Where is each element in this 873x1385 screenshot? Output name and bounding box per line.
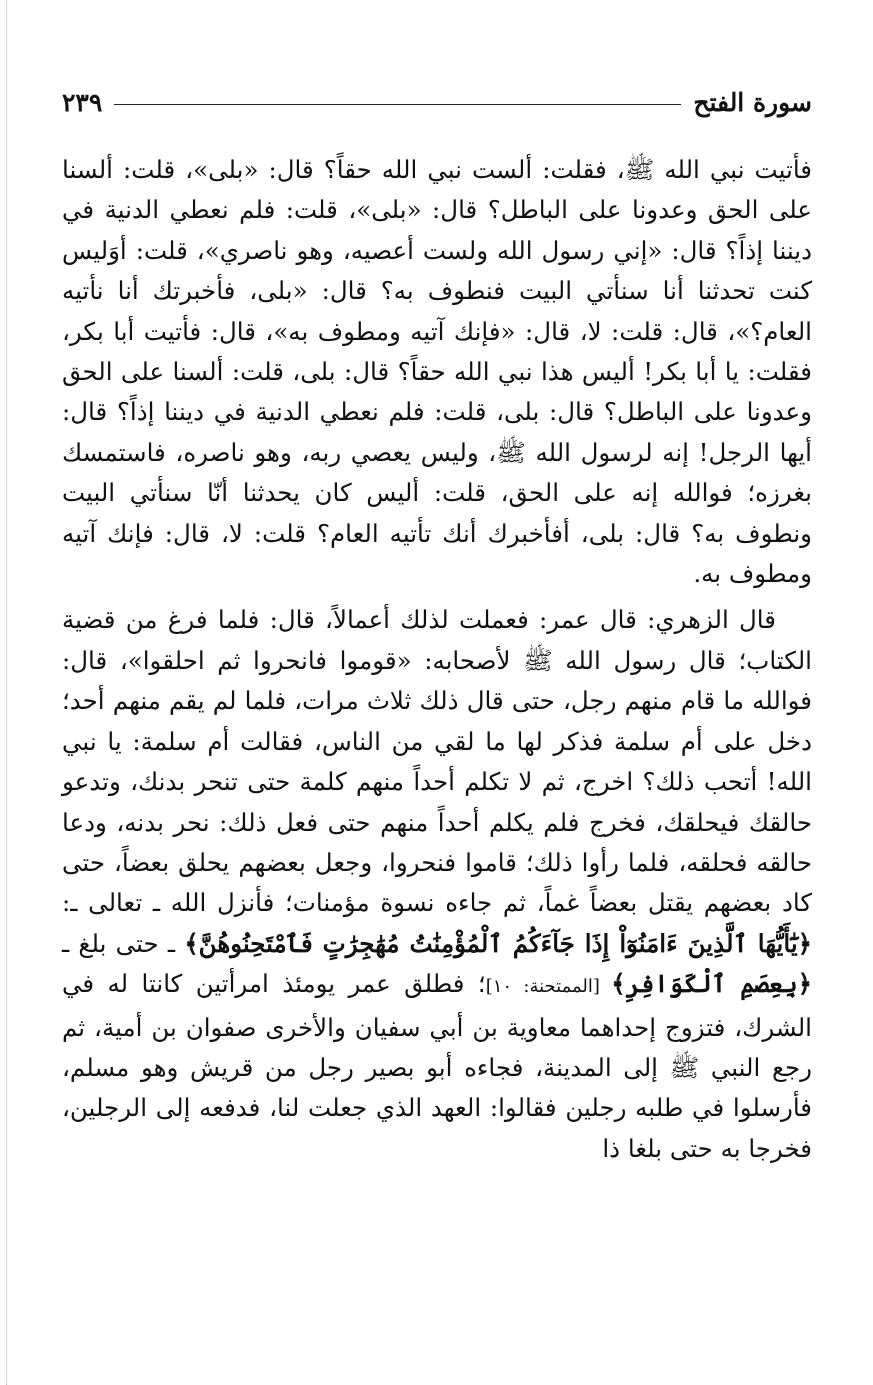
paragraph-2-text-b: ـ حتى بلغ ـ bbox=[62, 928, 185, 958]
paragraph-2-text-c: ؛ فطلق عمر يومئذ امرأتين كانتا له في الشرك، فتزوج إحداهما معاوية بن أبي سفيان والأخرى صفوان بن أمية، ثم رجع النبي ﷺ إلى المدينة، فجاءه أبو بصير رجل من قريش وهو مسلم، فأرسلوا في طلبه رجلين فقالوا: العهد الذي جعلت لنا، فدفعه إلى الرجلين، فخرجا به حتى بلغا ذا bbox=[62, 969, 812, 1163]
paragraph-1: فأتيت نبي الله ﷺ، فقلت: ألست نبي الله حقاً؟ قال: «بلى»، قلت: ألسنا على الحق وعدونا على الباطل؟ قال: «بلى»، قلت: فلم نعطي الدنية في ديننا إذاً؟ قال: «إني رسول الله ولست أعصيه، وهو ناصري»، قلت: أوَليس كنت تحدثنا أنا سنأتي البيت فنطوف به؟ قال: «بلى، فأخبرتك أنا نأتيه العام؟»، قال: قلت: لا، قال: «فإنك آتيه ومطوف به»، قال: فأتيت أبا بكر، فقلت: يا أبا بكر! أليس هذا نبي الله حقاً؟ قال: بلى، قلت: ألسنا على الحق وعدونا على الباطل؟ قال: بلى، قلت: فلم نعطي الدنية في ديننا إذاً؟ قال: أيها الرجل! إنه لرسول الله ﷺ، وليس يعصي ربه، وهو ناصره، فاستمسك بغرزه؛ فوالله إنه على الحق، قلت: أليس كان يحدثنا أنّا سنأتي البيت ونطوف به؟ قال: بلى، أفأخبرك أنك تأتيه العام؟ قلت: لا، قال: فإنك آتيه ومطوف به. bbox=[62, 155, 812, 589]
page-number: ٢٣٩ bbox=[62, 87, 103, 117]
header-rule bbox=[114, 104, 681, 105]
paragraph-2-text-a: قال الزهري: قال عمر: فعملت لذلك أعمالاً، قال: فلما فرغ من قضية الكتاب؛ قال رسول الله ﷺ لأصحابه: «قوموا فانحروا ثم احلقوا»، قال: فوالله ما قام منهم رجل، حتى قال ذلك ثلاث مرات، فلما لم يقم منهم أحد؛ دخل على أم سلمة فذكر لها ما لقي من الناس، فقالت أم سلمة: يا نبي الله! أتحب ذلك؟ اخرج، ثم لا تكلم أحداً منهم كلمة حتى تنحر بدنك، وتدعو حالقك فيحلقك، فخرج فلم يكلم أحداً منهم حتى فعل ذلك: نحر بدنه، ودعا حالقه فحلقه، فلما رأوا ذلك؛ قاموا فنحروا، وجعل بعضهم يحلق بعضاً، حتى كاد بعضهم يقتل بعضاً غماً، ثم جاءه نسوة مؤمنات؛ فأنزل الله ـ تعالى ـ: bbox=[62, 605, 812, 918]
page-header bbox=[62, 82, 812, 122]
page-edge-line bbox=[6, 0, 7, 1385]
page-body bbox=[62, 150, 812, 1169]
quran-verse-2: ﴿بِعِصَمِ ٱلْكَوَافِرِ﴾ bbox=[611, 969, 812, 999]
paragraph-2 bbox=[62, 600, 812, 1169]
surah-title: سورة الفتح bbox=[693, 87, 812, 117]
verse-citation: [الممتحنة: ١٠] bbox=[485, 976, 612, 998]
quran-verse-1: ﴿يَٰٓأَيُّهَا ٱلَّذِينَ ءَامَنُوٓاْ إِذَا جَآءَكُمُ ٱلْمُؤْمِنَٰتُ مُهَٰجِرَٰتٍ فَٱمْتَحِنُوهُنَّ﴾ bbox=[184, 928, 812, 958]
